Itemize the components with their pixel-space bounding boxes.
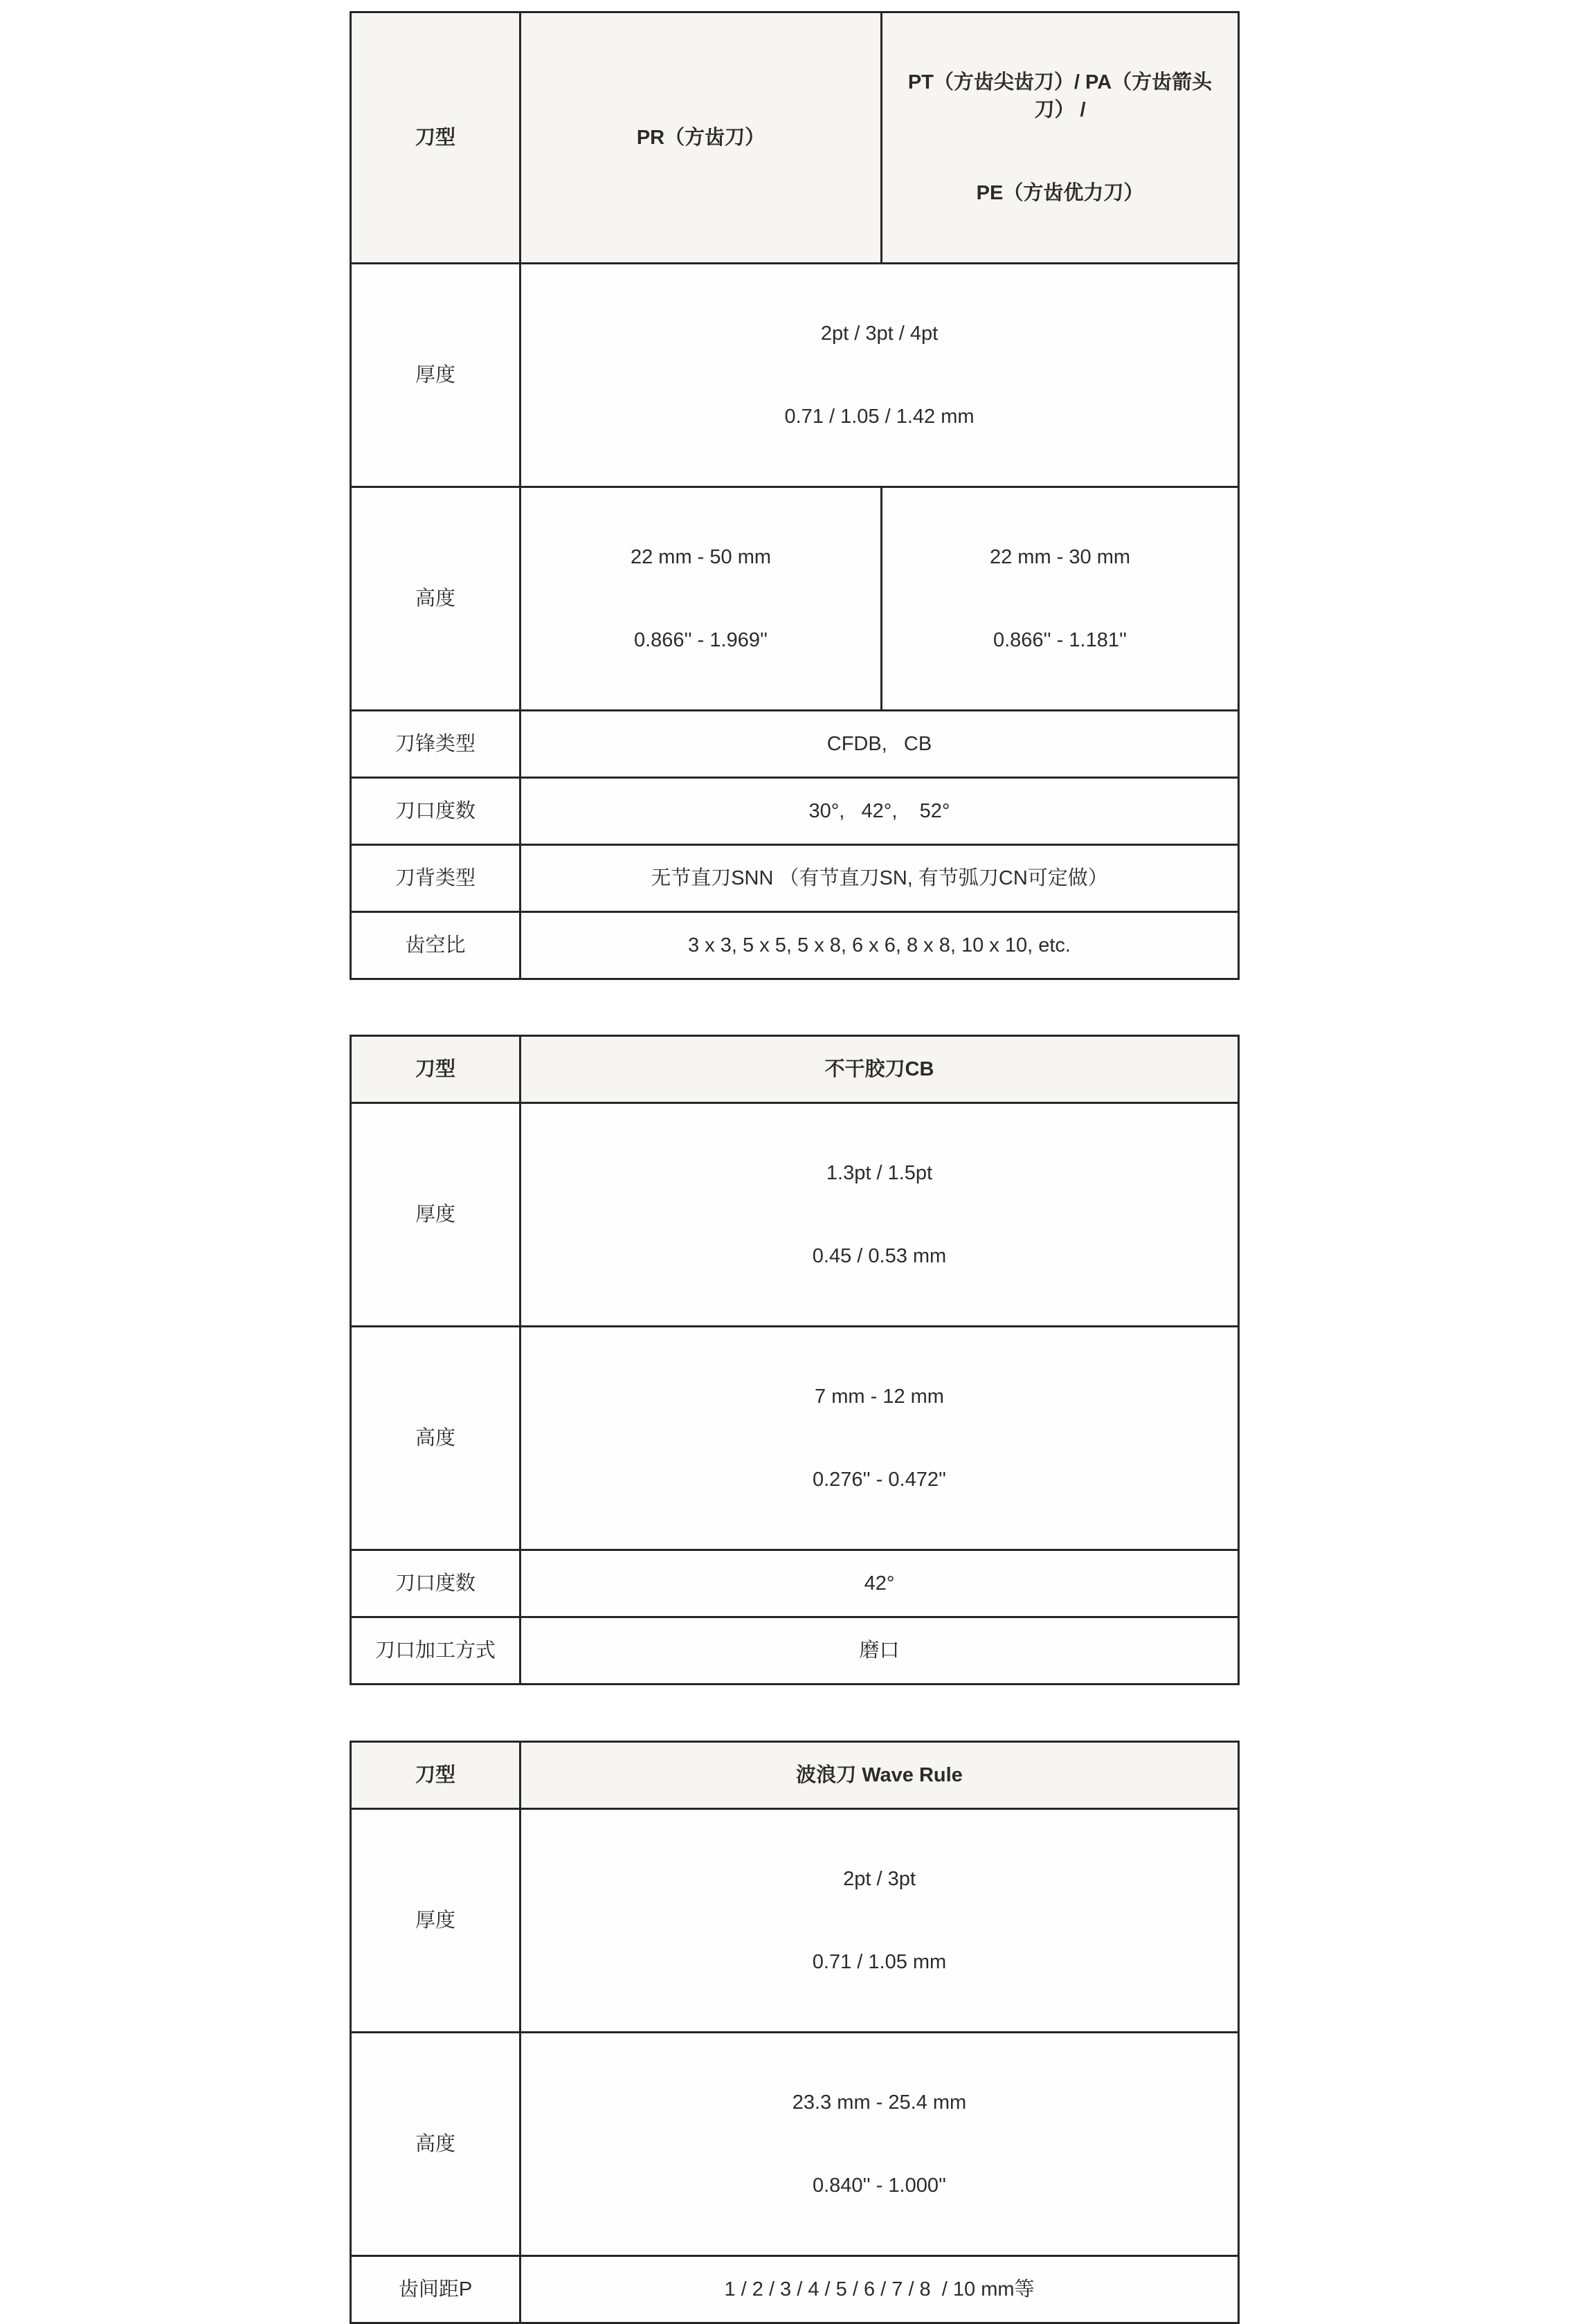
table-row: [351, 912, 1239, 979]
table-row: [351, 1550, 1239, 1617]
table-row: [351, 2256, 1239, 2323]
back-type-value-cell: 无节直刀SNN （有节直刀SN, 有节弧刀CN可定做）: [520, 845, 1239, 912]
pt-pa-pe-header-line1: PT（方齿尖齿刀）/ PA（方齿箭头刀） /: [907, 71, 1213, 121]
wave-rule-spec-table: [350, 1741, 1240, 2324]
tooth-gap-ratio-label-cell: 齿空比: [351, 912, 520, 979]
pr-header-cell: PR（方齿刀）: [520, 12, 882, 264]
table-row: [351, 2033, 1239, 2256]
blade-type-header-cell: 刀型: [351, 1742, 520, 1809]
thickness-mm-values: 0.71 / 1.05 mm: [812, 1951, 947, 1973]
height-pt-mm-range: 22 mm - 30 mm: [989, 546, 1131, 568]
height-pt-inch-range: 0.866'' - 1.181'': [993, 629, 1127, 651]
table-row: [351, 1103, 1239, 1327]
thickness-label-cell: 厚度: [351, 1809, 520, 2033]
table-row: [351, 487, 1239, 711]
thickness-label-cell: 厚度: [351, 264, 520, 487]
height-pr-value-cell: [520, 487, 882, 711]
height-inch-range: 0.276'' - 0.472'': [812, 1469, 947, 1491]
height-label-cell: 高度: [351, 487, 520, 711]
table-row: [351, 1809, 1239, 2033]
thickness-pt-values: 1.3pt / 1.5pt: [826, 1162, 933, 1184]
thickness-value-cell: [520, 1809, 1239, 2033]
adhesive-label-rule-spec-table: [350, 1035, 1240, 1685]
thickness-value-cell: [520, 1103, 1239, 1327]
square-tooth-rule-spec-table: [350, 11, 1240, 980]
edge-angle-label-cell: 刀口度数: [351, 778, 520, 845]
table-row: [351, 778, 1239, 845]
table-row: [351, 845, 1239, 912]
height-label-cell: 高度: [351, 1327, 520, 1550]
edge-process-value-cell: 磨口: [520, 1617, 1239, 1685]
height-mm-range: 23.3 mm - 25.4 mm: [792, 2091, 967, 2114]
table-row: [351, 711, 1239, 778]
height-pt-value-cell: [882, 487, 1239, 711]
blade-type-header-cell: 刀型: [351, 12, 520, 264]
back-type-label-cell: 刀背类型: [351, 845, 520, 912]
table-row: [351, 1036, 1239, 1103]
tooth-pitch-label-cell: 齿间距P: [351, 2256, 520, 2323]
table-row: [351, 1742, 1239, 1809]
table-gap: [350, 980, 1576, 1035]
height-value-cell: [520, 1327, 1239, 1550]
tooth-pitch-value-cell: 1 / 2 / 3 / 4 / 5 / 6 / 7 / 8 / 10 mm等: [520, 2256, 1239, 2323]
cb-rule-header-cell: 不干胶刀CB: [520, 1036, 1239, 1103]
edge-angle-value-cell: 42°: [520, 1550, 1239, 1617]
height-mm-range: 7 mm - 12 mm: [815, 1386, 944, 1408]
table-row: [351, 264, 1239, 487]
thickness-label-cell: 厚度: [351, 1103, 520, 1327]
thickness-pt-values: 2pt / 3pt: [843, 1868, 916, 1890]
thickness-mm-values: 0.45 / 0.53 mm: [812, 1245, 947, 1267]
table-row: [351, 1617, 1239, 1685]
thickness-value-cell: [520, 264, 1239, 487]
table-row: [351, 12, 1239, 264]
table-row: [351, 1327, 1239, 1550]
edge-process-label-cell: 刀口加工方式: [351, 1617, 520, 1685]
table-gap: [350, 1685, 1576, 1741]
edge-type-value-cell: CFDB, CB: [520, 711, 1239, 778]
height-pr-inch-range: 0.866'' - 1.969'': [633, 629, 768, 651]
blade-type-header-cell: 刀型: [351, 1036, 520, 1103]
edge-angle-label-cell: 刀口度数: [351, 1550, 520, 1617]
height-pr-mm-range: 22 mm - 50 mm: [630, 546, 772, 568]
edge-angle-value-cell: 30°, 42°, 52°: [520, 778, 1239, 845]
wave-rule-header-cell: 波浪刀 Wave Rule: [520, 1742, 1239, 1809]
edge-type-label-cell: 刀锋类型: [351, 711, 520, 778]
tooth-gap-ratio-value-cell: 3 x 3, 5 x 5, 5 x 8, 6 x 6, 8 x 8, 10 x 10, etc.: [520, 912, 1239, 979]
height-label-cell: 高度: [351, 2033, 520, 2256]
height-inch-range: 0.840'' - 1.000'': [812, 2175, 947, 2197]
thickness-pt-values: 2pt / 3pt / 4pt: [820, 323, 939, 345]
pt-pa-pe-header-cell: [882, 12, 1239, 264]
thickness-mm-values: 0.71 / 1.05 / 1.42 mm: [784, 406, 975, 428]
height-value-cell: [520, 2033, 1239, 2256]
pt-pa-pe-header-line2: PE（方齿优力刀）: [976, 182, 1144, 204]
